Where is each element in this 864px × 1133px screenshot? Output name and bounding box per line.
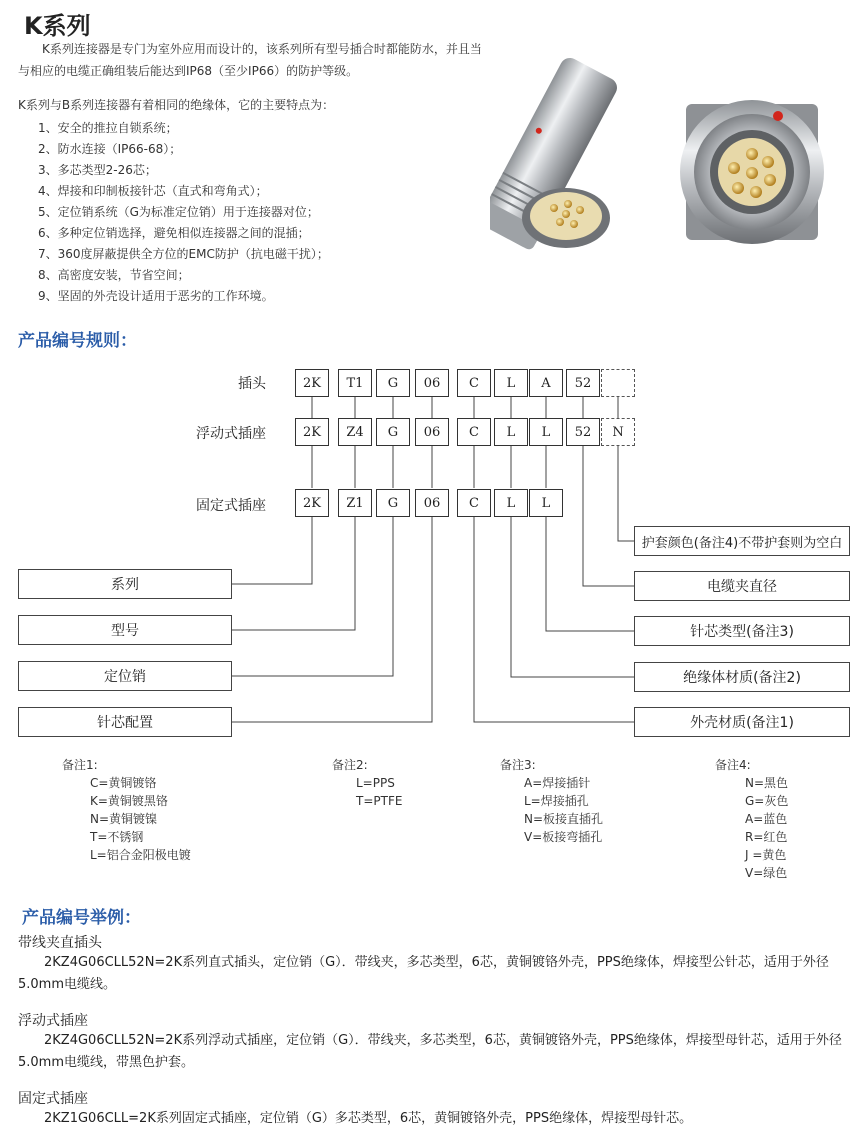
label-series: 系列 (18, 569, 232, 599)
features-lead: K系列与B系列连接器有着相同的绝缘体，它的主要特点为： (18, 98, 335, 112)
code-box: L (494, 418, 528, 446)
note-item: L=铝合金阳极电镀 (90, 848, 191, 862)
code-box: C (457, 418, 491, 446)
note-item: A=焊接插针 (524, 776, 591, 790)
note-heading: 备注1: (62, 758, 98, 772)
example-3 (18, 1088, 846, 1130)
code-box: C (457, 489, 491, 517)
note-item: V=板接弯插孔 (524, 830, 603, 844)
note-heading: 备注2: (332, 758, 368, 772)
label-shell-material: 外壳材质(备注1) (634, 707, 850, 737)
note-item: L=PPS (356, 776, 395, 790)
example-1 (18, 932, 846, 996)
note-item: A=蓝色 (745, 812, 788, 826)
note-heading: 备注4: (715, 758, 751, 772)
code-box: L (529, 489, 563, 517)
feature-item: 2、防水连接（IP66-68）； (38, 142, 182, 156)
code-box: T1 (338, 369, 372, 397)
note-item: T=不锈钢 (90, 830, 144, 844)
note-2 (332, 756, 402, 810)
code-box: 2K (295, 489, 329, 517)
feature-item: 7、360度屏蔽提供全方位的EMC防护（抗电磁干扰）； (38, 247, 329, 261)
code-box: Z1 (338, 489, 372, 517)
label-key-pin: 定位销 (18, 661, 232, 691)
code-box: N (601, 418, 635, 446)
plug-icon (490, 54, 621, 251)
note-item: G=灰色 (745, 794, 789, 808)
feature-item: 1、安全的推拉自锁系统； (38, 121, 178, 135)
code-box: 2K (295, 369, 329, 397)
note-4 (715, 756, 788, 882)
note-1 (62, 756, 191, 864)
section-heading-examples: 产品编号举例： (22, 908, 141, 928)
code-box: C (457, 369, 491, 397)
code-box: L (529, 418, 563, 446)
row-label-fixed-socket: 固定式插座 (196, 498, 266, 514)
feature-item: 9、坚固的外壳设计适用于恶劣的工作环境。 (38, 289, 274, 303)
note-item: N=黑色 (745, 776, 789, 790)
note-item: C=黄铜镀铬 (90, 776, 157, 790)
note-3 (500, 756, 603, 846)
note-item: R=红色 (745, 830, 788, 844)
note-item: K=黄铜镀黑铬 (90, 794, 168, 808)
feature-item: 4、焊接和印制板接针芯（直式和弯角式）； (38, 184, 268, 198)
code-box: 2K (295, 418, 329, 446)
label-contact-type: 针芯类型(备注3) (634, 616, 850, 646)
row-label-plug: 插头 (238, 376, 266, 392)
note-heading: 备注3: (500, 758, 536, 772)
label-pin-configuration: 针芯配置 (18, 707, 232, 737)
note-item: L=焊接插孔 (524, 794, 589, 808)
feature-item: 8、高密度安装，节省空间； (38, 268, 190, 282)
receptacle-icon (680, 100, 824, 244)
page-title: K系列 (24, 12, 91, 40)
label-cable-clamp-diameter: 电缆夹直径 (634, 571, 850, 601)
example-text: 2KZ4G06CLL52N=2K系列直式插头，定位销（G）．带线夹，多芯类型，6芯，黄铜镀铬外壳，PPS绝缘体，焊接型公针芯，适用于外径5.0mm电缆线。 (18, 955, 829, 992)
row-label-floating-socket: 浮动式插座 (196, 426, 266, 442)
code-box: 52 (566, 418, 600, 446)
example-heading: 带线夹直插头 (18, 935, 102, 951)
code-box: 06 (415, 369, 449, 397)
connector-photo (490, 38, 860, 258)
code-box: L (494, 369, 528, 397)
section-heading-rules: 产品编号规则： (18, 331, 137, 351)
example-heading: 固定式插座 (18, 1091, 88, 1107)
code-box: G (376, 418, 410, 446)
feature-item: 6、多种定位销选择，避免相似连接器之间的混插； (38, 226, 310, 240)
code-box: 06 (415, 418, 449, 446)
code-box-empty (601, 369, 635, 397)
note-item: V=绿色 (745, 866, 788, 880)
example-heading: 浮动式插座 (18, 1013, 88, 1029)
feature-item: 5、定位销系统（G为标准定位销）用于连接器对位； (38, 205, 319, 219)
code-box: 52 (566, 369, 600, 397)
features-list (38, 118, 329, 307)
code-box: 06 (415, 489, 449, 517)
example-text: 2KZ4G06CLL52N=2K系列浮动式插座，定位销（G）．带线夹，多芯类型，6芯，黄铜镀铬外壳，PPS绝缘体，焊接型母针芯，适用于外径5.0mm电缆线，带黑色护套。 (18, 1033, 842, 1070)
code-box: L (494, 489, 528, 517)
code-box: G (376, 489, 410, 517)
label-insulator-material: 绝缘体材质(备注2) (634, 662, 850, 692)
label-sleeve-color: 护套颜色(备注4)不带护套则为空白 (634, 526, 850, 556)
code-box: A (529, 369, 563, 397)
example-text: 2KZ1G06CLL=2K系列固定式插座，定位销（G）多芯类型，6芯，黄铜镀铬外壳，PPS绝缘体，焊接型母针芯。 (44, 1111, 693, 1126)
note-item: N=板接直插孔 (524, 812, 604, 826)
label-model: 型号 (18, 615, 232, 645)
example-2 (18, 1010, 846, 1074)
note-item: N=黄铜镀镍 (90, 812, 158, 826)
intro-paragraph: K系列连接器是专门为室外应用而设计的，该系列所有型号插合时都能防水，并且当与相应的电缆正确组装后能达到IP68（至少IP66）的防护等级。 (18, 42, 482, 78)
code-box: G (376, 369, 410, 397)
code-box: Z4 (338, 418, 372, 446)
feature-item: 3、多芯类型2-26芯； (38, 163, 157, 177)
note-item: J =黄色 (745, 848, 787, 862)
note-item: T=PTFE (356, 794, 403, 808)
